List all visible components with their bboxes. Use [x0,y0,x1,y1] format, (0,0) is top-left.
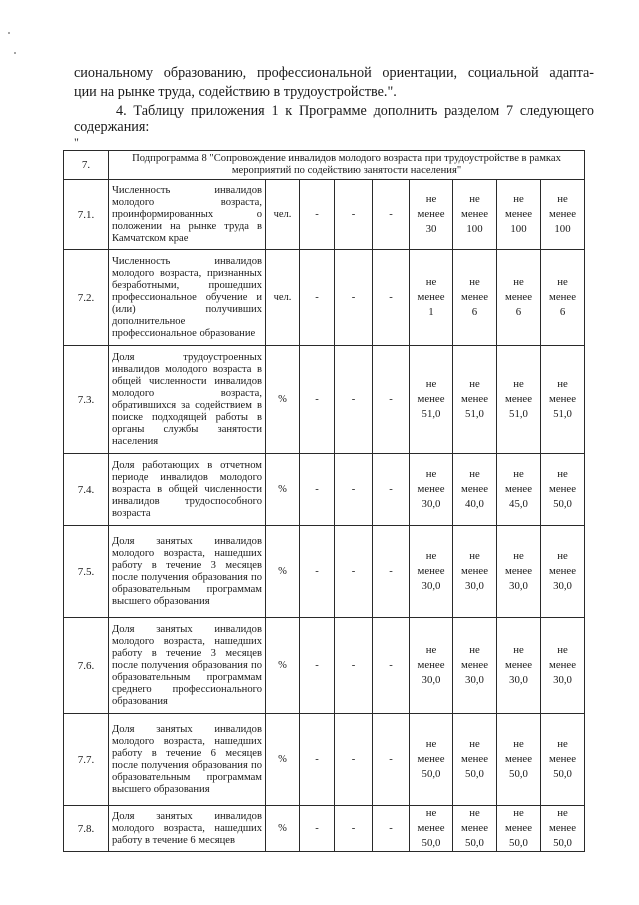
target-value-part: не [513,644,524,656]
unit-of-measure: % [266,618,300,714]
target-value-part: менее [549,483,577,495]
target-value-part: менее [461,483,488,495]
target-value-part: не [513,378,524,390]
target-value-part: не [513,807,524,819]
target-value-part: менее [505,659,532,671]
target-value-part: менее [549,291,577,303]
target-value-year-4 [541,618,585,714]
target-value-part: менее [417,393,445,405]
target-value-part: не [425,193,437,205]
target-value-year-1 [410,454,453,526]
target-value-part: не [425,807,437,819]
indicator-name: Доля занятых инвалидов молодого возраста, нашедших работу в течение 6 месяцев [109,806,266,852]
target-value-part: менее [549,565,577,577]
target-value-part: менее [549,393,577,405]
target-value-part: менее [417,753,445,765]
target-value-part: 6 [559,306,566,318]
target-value-part: 30,0 [421,674,441,686]
target-value-year-1 [410,250,453,346]
target-value-part: менее [549,822,577,834]
target-value-year-2 [453,454,497,526]
target-value-part: 50,0 [421,837,441,849]
target-value-part: 50,0 [553,837,572,849]
target-value-part: 30,0 [465,580,484,592]
target-value-part: не [425,468,437,480]
target-value-part: не [469,276,480,288]
target-value-part: менее [417,659,445,671]
target-value-part: не [469,644,480,656]
empty-value-dash: - [335,806,373,852]
target-value-year-1 [410,806,453,852]
target-value-year-4 [541,250,585,346]
target-value-year-1 [410,346,453,454]
target-value-year-4 [541,714,585,806]
target-value-part: не [469,738,480,750]
target-value-year-2 [453,180,497,250]
target-value-year-2 [453,714,497,806]
empty-value-dash: - [300,454,335,526]
target-value-part: менее [417,291,445,303]
unit-of-measure: % [266,454,300,526]
target-value-part: не [557,807,568,819]
target-value-part: менее [461,659,488,671]
empty-value-dash: - [335,618,373,714]
empty-value-dash: - [335,526,373,618]
target-value-part: 50,0 [553,498,572,510]
target-value-part: 30,0 [509,674,528,686]
point-4-line-1: 4. Таблицу приложения 1 к Программе дополнить разделом 7 следующего [116,103,594,119]
empty-value-dash: - [300,526,335,618]
target-value-part: не [557,468,568,480]
target-value-year-1 [410,618,453,714]
empty-value-dash: - [300,346,335,454]
unit-of-measure: % [266,346,300,454]
empty-value-dash: - [373,454,410,526]
target-value-part: 100 [466,223,483,235]
row-number: 7.5. [64,526,109,618]
point-4-paragraph [74,102,594,137]
point-4-line-2: содержания: [74,119,150,135]
target-value-year-3 [497,618,541,714]
target-value-year-4 [541,454,585,526]
indicators-table [63,150,585,852]
target-value-year-3 [497,180,541,250]
target-value-part: менее [461,291,488,303]
target-value-part: 50,0 [509,837,528,849]
target-value-part: 30,0 [553,674,572,686]
indicator-name: Доля трудоустроенных инвалидов молодого возраста в общей численности инвалидов молодого возраста, обратившихся за содействием в поиске подходящей работы в органы службы занятости населения [109,346,266,454]
target-value-part: не [557,738,568,750]
empty-value-dash: - [335,180,373,250]
target-value-part: не [469,468,480,480]
row-number: 7.8. [64,806,109,852]
indicator-name: Численность инвалидов молодого возраста, признанных безработными, прошедших профессиональное обучение и (или) получивших дополнительное профессиональное образование [109,250,266,346]
opening-quote-mark: " [74,135,79,149]
empty-value-dash: - [300,250,335,346]
target-value-part: менее [461,565,488,577]
target-value-part: менее [417,822,445,834]
empty-value-dash: - [300,618,335,714]
target-value-part: менее [549,659,577,671]
target-value-part: менее [461,393,488,405]
empty-value-dash: - [373,618,410,714]
subprogram-title: Подпрограмма 8 "Сопровождение инвалидов молодого возраста при трудоустройстве в рамках мероприятий по содействию занятости населения" [109,151,585,180]
target-value-part: не [425,378,437,390]
target-value-year-1 [410,180,453,250]
target-value-year-2 [453,526,497,618]
unit-of-measure: % [266,526,300,618]
target-value-year-2 [453,250,497,346]
target-value-part: не [425,276,437,288]
target-value-part: не [469,193,480,205]
row-number: 7.3. [64,346,109,454]
empty-value-dash: - [335,454,373,526]
target-value-part: менее [505,753,532,765]
target-value-part: не [469,378,480,390]
empty-value-dash: - [373,526,410,618]
row-number: 7.6. [64,618,109,714]
empty-value-dash: - [335,250,373,346]
target-value-part: менее [505,393,532,405]
target-value-part: 30,0 [421,498,441,510]
table-row [64,618,585,714]
target-value-part: не [469,550,480,562]
indicator-name: Доля занятых инвалидов молодого возраста, нашедших работу в течение 3 месяцев после получения образования по образовательным программам среднего профессионального образования [109,618,266,714]
target-value-part: 6 [515,306,522,318]
target-value-year-1 [410,526,453,618]
target-value-part: менее [417,565,445,577]
target-value-year-1 [410,714,453,806]
target-value-part: не [513,468,524,480]
empty-value-dash: - [300,180,335,250]
target-value-part: не [469,807,480,819]
target-value-part: не [513,550,524,562]
indicator-name: Доля занятых инвалидов молодого возраста, нашедших работу в течение 6 месяцев после получения образования по образовательным программам высшего образования [109,714,266,806]
empty-value-dash: - [335,714,373,806]
target-value-year-3 [497,806,541,852]
target-value-part: не [557,276,568,288]
table-row [64,454,585,526]
target-value-part: 100 [510,223,527,235]
intro-paragraph [74,64,594,102]
target-value-part: 100 [554,223,571,235]
target-value-year-4 [541,180,585,250]
unit-of-measure: чел. [266,180,300,250]
target-value-part: менее [505,291,532,303]
target-value-part: 30,0 [553,580,572,592]
target-value-part: 30,0 [421,580,441,592]
target-value-part: менее [461,753,488,765]
target-value-part: 30,0 [465,674,484,686]
empty-value-dash: - [373,250,410,346]
indicator-name: Доля занятых инвалидов молодого возраста, нашедших работу в течение 3 месяцев после получения образования по образовательным программам высшего образования [109,526,266,618]
indicator-name: Доля работающих в отчетном периоде инвалидов молодого возраста в общей численности инвалидов трудоспособного возраста [109,454,266,526]
table-row [64,526,585,618]
target-value-part: 51,0 [509,408,528,420]
target-value-part: 45,0 [509,498,528,510]
target-value-part: 51,0 [465,408,484,420]
target-value-part: менее [417,208,445,220]
empty-value-dash: - [373,714,410,806]
empty-value-dash: - [373,806,410,852]
target-value-year-3 [497,526,541,618]
target-value-part: менее [549,208,577,220]
target-value-year-3 [497,346,541,454]
table-row [64,714,585,806]
row-number: 7.7. [64,714,109,806]
target-value-part: не [557,550,568,562]
empty-value-dash: - [335,346,373,454]
table-row [64,250,585,346]
target-value-part: не [513,276,524,288]
intro-line-1: сиональному образованию, профессиональной ориентации, социальной адапта- [74,65,594,81]
target-value-part: не [513,193,524,205]
unit-of-measure: % [266,714,300,806]
target-value-part: не [425,738,437,750]
unit-of-measure: % [266,806,300,852]
target-value-part: менее [505,565,532,577]
target-value-part: 30,0 [509,580,528,592]
target-value-part: 1 [428,306,434,318]
target-value-part: не [425,644,437,656]
target-value-part: менее [417,483,445,495]
table-row [64,806,585,852]
target-value-part: менее [505,483,532,495]
target-value-year-4 [541,346,585,454]
target-value-year-2 [453,618,497,714]
target-value-part: 30 [425,223,437,235]
empty-value-dash: - [373,180,410,250]
unit-of-measure: чел. [266,250,300,346]
target-value-part: не [557,644,568,656]
table-row [64,180,585,250]
target-value-year-2 [453,346,497,454]
target-value-part: менее [505,822,532,834]
target-value-year-3 [497,250,541,346]
row-number: 7.4. [64,454,109,526]
row-number: 7.2. [64,250,109,346]
target-value-part: не [557,378,568,390]
target-value-part: 51,0 [553,408,572,420]
target-value-part: не [557,193,568,205]
target-value-part: менее [505,208,532,220]
target-value-part: не [425,550,437,562]
empty-value-dash: - [300,714,335,806]
scan-speck [14,52,16,54]
row-number: 7.1. [64,180,109,250]
indicator-name: Численность инвалидов молодого возраста, проинформированных о положении на рынке труда в Камчатском крае [109,180,266,250]
target-value-part: 51,0 [421,408,441,420]
empty-value-dash: - [373,346,410,454]
target-value-part: 50,0 [465,768,484,780]
target-value-part: 50,0 [509,768,528,780]
target-value-part: менее [461,208,488,220]
target-value-part: 50,0 [421,768,441,780]
target-value-year-2 [453,806,497,852]
target-value-part: 50,0 [465,837,484,849]
target-value-year-3 [497,714,541,806]
target-value-year-4 [541,806,585,852]
intro-line-2: ции на рынке труда, содействию в трудоустройстве.". [74,84,397,100]
target-value-part: 40,0 [465,498,484,510]
target-value-part: менее [461,822,488,834]
target-value-year-3 [497,454,541,526]
table-header-row [64,151,585,180]
section-number: 7. [64,151,109,180]
target-value-part: 50,0 [553,768,572,780]
target-value-part: 6 [471,306,478,318]
target-value-year-4 [541,526,585,618]
target-value-part: менее [549,753,577,765]
target-value-part: не [513,738,524,750]
table-row [64,346,585,454]
empty-value-dash: - [300,806,335,852]
scan-speck [8,32,10,34]
